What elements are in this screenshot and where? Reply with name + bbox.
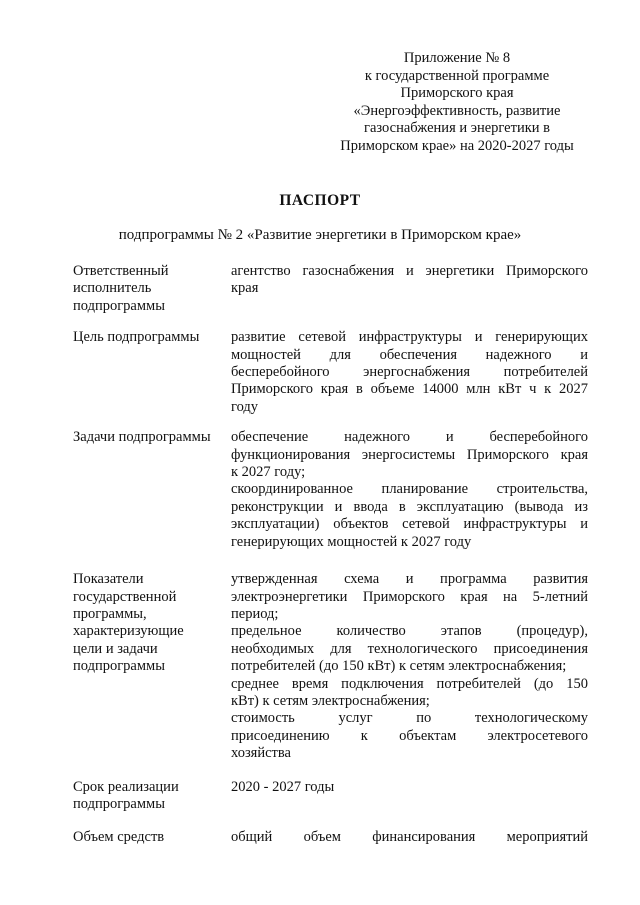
passport-row-value (231, 429, 588, 551)
appendix-header-line: Приморского края (400, 85, 514, 102)
value-paragraph (231, 623, 588, 675)
label-line: подпрограммы (73, 795, 165, 812)
value-line: края (231, 280, 259, 297)
appendix-header-line: к государственной программе (364, 67, 550, 84)
value-line: скоординированное планирование строительства, (231, 481, 588, 498)
value-line: агентство газоснабжения и энергетики Приморского (231, 263, 588, 279)
passport-row-label (73, 571, 231, 675)
passport-row-value (231, 329, 588, 416)
value-paragraph (231, 329, 588, 416)
label-line: подпрограммы (73, 658, 165, 675)
value-paragraph (231, 676, 588, 711)
passport-row (73, 829, 588, 846)
appendix-header-line: газоснабжения и энергетики в (364, 120, 550, 137)
value-line: обеспечение надежного и бесперебойного (231, 429, 588, 446)
value-line: кВт) к сетям электроснабжения; (231, 692, 430, 709)
value-paragraph (231, 481, 588, 551)
value-line: развитие сетевой инфраструктуры и генерирующих (231, 329, 588, 346)
passport-row-value (231, 263, 588, 298)
value-line: реконструкции и ввода в эксплуатацию (вывода из (231, 498, 588, 515)
value-paragraph (231, 571, 588, 623)
appendix-header-line: «Энергоэффективность, развитие (353, 102, 561, 119)
passport-row-label (73, 779, 231, 814)
value-line: среднее время подключения потребителей (до 150 (231, 675, 588, 692)
value-line: период; (231, 605, 279, 622)
value-line: функционирования энергосистемы Приморского края (231, 446, 588, 463)
passport-row-label (73, 829, 231, 846)
passport-row-label (73, 263, 231, 315)
value-line: эксплуатации) объектов сетевой инфраструктуры и (231, 516, 588, 533)
passport-row (73, 429, 588, 551)
value-paragraph (231, 263, 588, 298)
label-line: цели и задачи (73, 640, 158, 657)
passport-row (73, 329, 588, 416)
passport-row (73, 779, 588, 814)
value-paragraph (231, 429, 588, 481)
label-line: подпрограммы (73, 297, 165, 314)
label-line: Показатели (73, 571, 144, 588)
passport-row-value (231, 571, 588, 762)
value-line: утвержденная схема и программа развития (231, 571, 588, 588)
value-line: предельное количество этапов (процедур), (231, 623, 588, 640)
value-line: электроэнергетики Приморского края на 5-летний (231, 588, 588, 605)
label-line: Объем средств (73, 829, 165, 846)
label-line: характеризующие (73, 623, 184, 640)
value-paragraph (231, 779, 588, 796)
document-title: ПАСПОРТ (279, 192, 361, 209)
value-paragraph (231, 829, 588, 846)
appendix-header (328, 50, 586, 156)
value-line: 2020 - 2027 годы (231, 778, 335, 795)
value-paragraph (231, 710, 588, 762)
value-line: необходимых для технологического присоединения (231, 640, 588, 657)
value-line: бесперебойного энергоснабжения потребителей (231, 364, 588, 381)
label-line: программы, (73, 605, 147, 622)
document-subtitle: подпрограммы № 2 «Развитие энергетики в Приморском крае» (118, 227, 522, 243)
value-line: Приморского края в объеме 14000 млн кВт ч к 2027 (231, 381, 588, 398)
label-line: Цель подпрограммы (73, 329, 200, 346)
label-line: Ответственный (73, 263, 169, 279)
passport-row-value (231, 829, 588, 846)
passport-row (73, 263, 588, 315)
label-line: исполнитель (73, 280, 152, 297)
value-line: к 2027 году; (231, 464, 306, 481)
appendix-header-line: Приложение № 8 (403, 50, 511, 66)
passport-row-label (73, 429, 231, 446)
value-line: мощностей для обеспечения надежного и (231, 346, 588, 363)
value-line: присоединению к объектам электросетевого (231, 727, 588, 744)
label-line: Задачи подпрограммы (73, 429, 211, 446)
value-line: хозяйства (231, 745, 291, 762)
value-line: общий объем финансирования мероприятий (231, 829, 588, 846)
value-line: стоимость услуг по технологическому (231, 710, 588, 727)
appendix-header-line: Приморском крае» на 2020-2027 годы (340, 137, 574, 154)
passport-row (73, 571, 588, 762)
passport-table (73, 263, 588, 847)
label-line: государственной (73, 588, 177, 605)
value-line: году (231, 398, 259, 415)
passport-row-value (231, 779, 588, 796)
label-line: Срок реализации (73, 778, 179, 795)
value-line: потребителей (до 150 кВт) к сетям электроснабжения; (231, 658, 567, 675)
passport-row-label (73, 329, 231, 346)
value-line: генерирующих мощностей к 2027 году (231, 533, 472, 550)
